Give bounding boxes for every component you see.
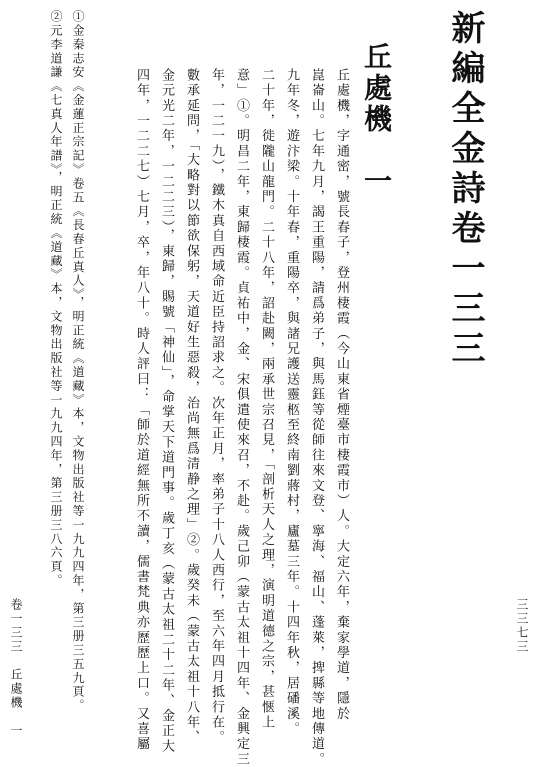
biography-column: 九年冬，遊汴梁。十年春，重陽卒，與諸兄護送靈柩至終南劉蔣村，廬墓三年。十四年秋，居磻溪。 [284, 68, 299, 737]
biography-column: 年，一二一九），鐵木真自西域命近臣持詔求之。次年正月，率弟子十八人西行，至六年四月抵行在。 [209, 68, 224, 746]
biography-column: 意」①。明昌二年，東歸棲霞。貞祐中，金、宋俱遣使來召，不赴。歲己卯（蒙古太祖十四年、金興定三 [234, 68, 249, 767]
poet-heading: 丘處機 一 [360, 42, 393, 197]
biography-column: 四年，一二二七）七月，卒，年八十。時人評曰：「師於道經無所不讀，儒書梵典亦歷歷上口。又喜屬 [134, 68, 149, 752]
biography-column: 數承延問，「大略對以節欲保躬，天道好生惡殺，治尚無爲清静之理」②。歲癸未（蒙古太祖十八年、 [184, 68, 199, 746]
biography-column: 丘處機，字通密，號長春子，登州棲霞（今山東省煙臺市棲霞市）人。大定六年，棄家學道，隱於 [334, 68, 349, 722]
biography-column: 金元光二年，一二二三），東歸，賜號「神仙」，命掌天下道門事。歲丁亥（蒙古太祖二十二年、金正大 [159, 68, 174, 755]
biography-column: 二十年，徙隴山龍門。二十八年，詔赴闕，兩承世宗召見，「剖析天人之理，演明道德之宗，甚愜上 [259, 68, 274, 731]
footnote: ①金秦志安《金蓮正宗記》卷五《長春丘真人》，明正統《道藏》本，文物出版社等一九九四年，第三册三五九頁。 [71, 10, 85, 713]
page-number: 三三七三 [515, 598, 529, 654]
running-head: 卷一三三 丘處機 一 [9, 598, 23, 738]
book-title: 新編全金詩卷一三三 [445, 10, 485, 370]
footnote: ②元李道謙《七真人年譜》，明正統《道藏》本，文物出版社等一九九四年，第三册三八六頁。 [49, 10, 63, 588]
biography-column: 崑崙山。七年九月，謁王重陽，請爲弟子，與馬鈺等從師往來文登、寧海、福山、蓬萊，捭縣等地傳道。 [309, 68, 324, 767]
